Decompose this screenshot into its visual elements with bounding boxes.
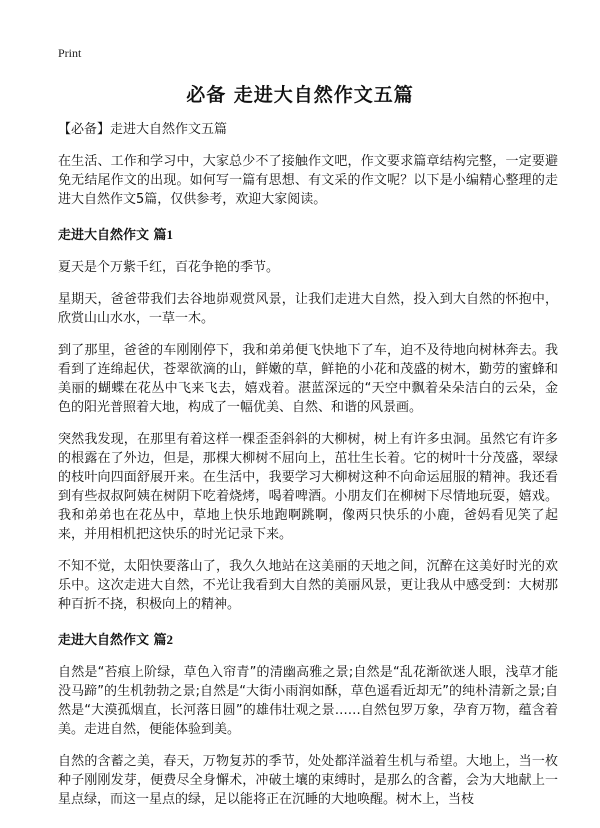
section-heading-text: 走进大自然作文 篇: [58, 228, 167, 243]
paragraph: 突然我发现，在那里有着这样一棵歪歪斜斜的大柳树，树上有许多虫洞。虽然它有许多的根露在了外边，但是，那棵大柳树不屈向上，茁壮生长着。它的树叶十分茂盛，翠绿的枝叶向四面舒展开来。在生活中，我要学习大柳树这种不向命运屈服的精神。我还看到有些叔叔阿姨在树阴下吃着烧烤，喝着啤酒。小朋友们在柳树下尽情地玩耍，嬉戏。我和弟弟也在花丛中，草地上快乐地跑啊跳啊，像两只快乐的小鹿，爸妈看见笑了起来，并用相机把这快乐的时光记录下来。: [58, 432, 558, 542]
section-heading: [58, 225, 558, 245]
print-link[interactable]: Print: [58, 46, 82, 60]
paragraph: 自然的含蓄之美，春天，万物复苏的季节，处处都洋溢着生机与希望。大地上，当一枚种子刚刚发芽，便费尽全身懈术，冲破土壤的束缚时，是那么的含蓄，会为大地献上一星点绿，而这一星点的绿，足以能将正在沉睡的大地唤醒。树木上，当枝: [58, 754, 558, 807]
intro-paragraph: 在生活、工作和学习中，大家总少不了接触作文吧，作文要求篇章结构完整，一定要避免无结尾作文的出现。如何写一篇有思想、有文采的作文呢？以下是小编精心整理的走进大自然作文5篇，仅供参考，欢迎大家阅读。: [58, 154, 558, 207]
document-title: 必备 走进大自然作文五篇: [186, 84, 414, 106]
paragraph: 到了那里，爸爸的车刚刚停下，我和弟弟便飞快地下了车，迫不及待地向树林奔去。我看到了连绵起伏，苍翠欲滴的山，鲜嫩的草，鲜艳的小花和茂盛的树木，勤劳的蜜蜂和美丽的蝴蝶在花丛中飞来飞去，嬉戏着。湛蓝深远的“天空中飘着朵朵洁白的云朵，金色的阳光普照着大地，构成了一幅优美、自然、和谐的风景画。: [58, 343, 558, 415]
document-subtitle: 【必备】走进大自然作文五篇: [58, 122, 228, 137]
paragraph: 自然是“苔痕上阶绿，草色入帘青”的清幽高雅之景;自然是“乱花渐欲迷人眼，浅草才能没马蹄”的生机勃勃之景;自然是“大街小雨润如酥，草色遥看近却无”的纯朴清新之景;自然是“大漠孤烟直，长河落日圆”的雄伟壮观之景……自然包罗万象，孕育万物，蕴含着美。走进自然，便能体验到美。: [58, 665, 558, 737]
paragraph: 星期天，爸爸带我们去谷地峁观赏风景，让我们走进大自然，投入到大自然的怀抱中，欣赏山山水水，一草一木。: [58, 292, 558, 326]
document-body: [58, 120, 558, 822]
section-heading-number: 2: [166, 632, 174, 647]
paragraph: 夏天是个万紫千红，百花争艳的季节。: [58, 260, 280, 275]
section-2: [58, 630, 558, 809]
section-heading-number: 1: [166, 227, 174, 242]
section-1: [58, 225, 558, 614]
section-heading: [58, 630, 558, 650]
section-heading-text: 走进大自然作文 篇: [58, 633, 167, 648]
paragraph: 不知不觉，太阳快要落山了，我久久地站在这美丽的天地之间，沉醉在这美好时光的欢乐中。这次走进大自然，不光让我看到大自然的美丽风景，更让我从中感受到：大树那种百折不挠，积极向上的精神。: [58, 559, 558, 612]
